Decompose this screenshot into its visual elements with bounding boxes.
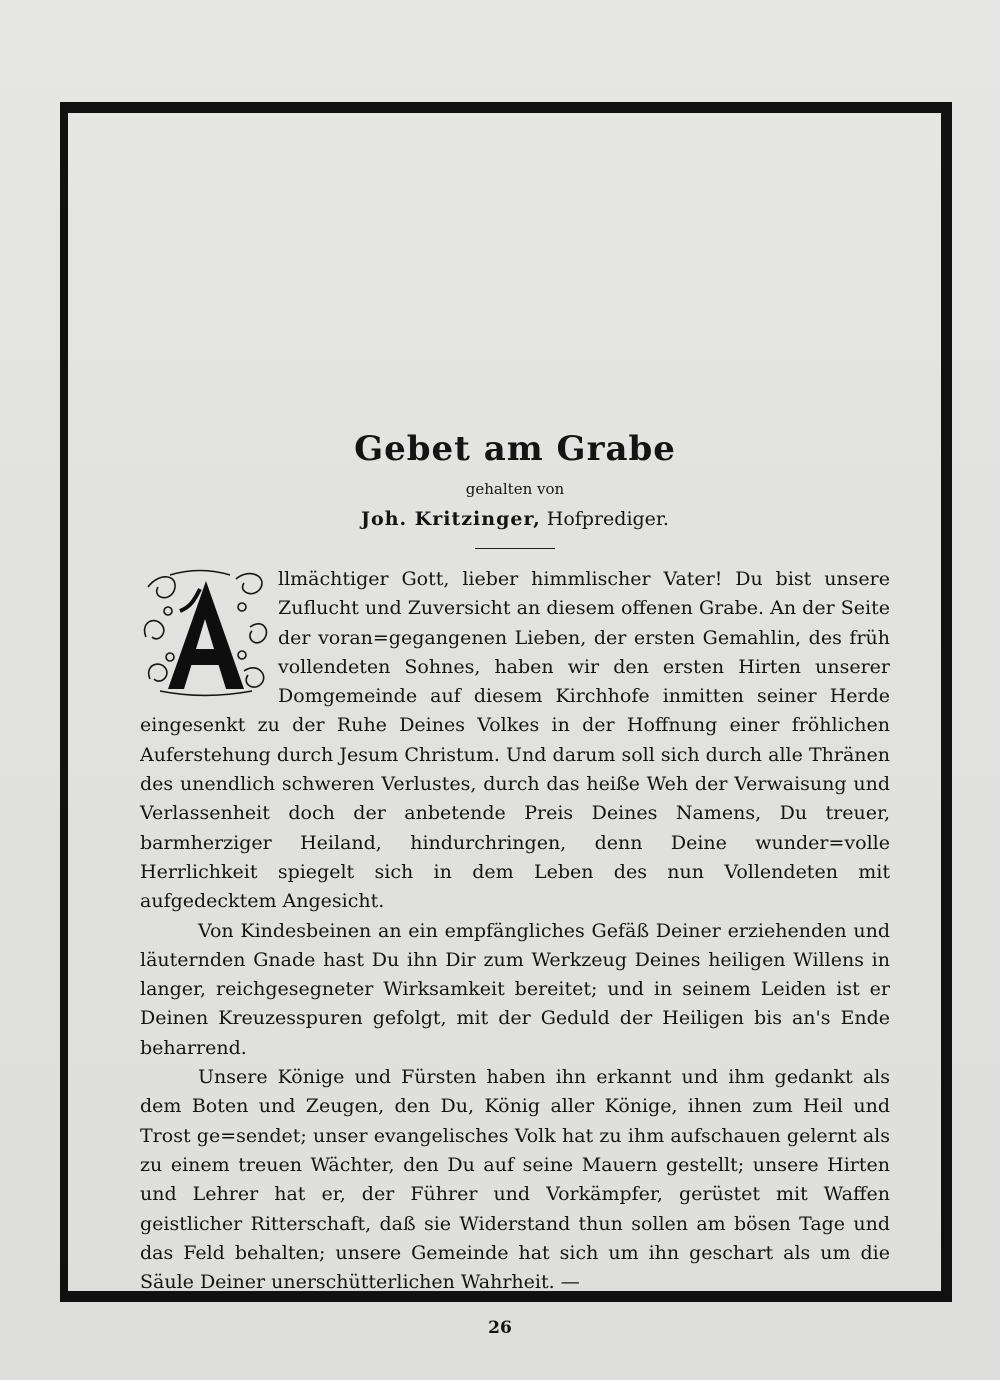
prayer-text — [140, 565, 890, 1297]
document-subtitle: gehalten von — [465, 480, 565, 498]
author-name: Joh. Kritzinger, — [361, 508, 541, 530]
paragraph-3: Unsere Könige und Fürsten haben ihn erkannt und ihm gedankt als dem Boten und Zeugen, den Du, König aller Könige, ihnen zum Heil und Trost ge=sendet; unser evangelisches Volk hat zu ihm aufschauen gelernt als zu einem treuen Wächter, den Du auf seine Mauern gestellt; unsere Hirten und Lehrer hat er, der Führer und Vorkämpfer, gerüstet mit Waffen geistlicher Ritterschaft, daß sie Widerstand thun sollen am bösen Tage und das Feld behalten; unsere Gemeinde hat sich um ihn geschart als um die Säule Deiner unerschütterlichen Wahrheit. — — [140, 1066, 890, 1294]
ornamental-initial-icon — [140, 567, 272, 699]
document-title: Gebet am Grabe — [354, 429, 676, 469]
page-number: 26 — [488, 1318, 512, 1338]
paragraph-2: Von Kindesbeinen an ein empfängliches Gefäß Deiner erziehenden und läuternden Gnade hast Du ihn Dir zum Werkzeug Deines heiligen Willens in langer, reichgesegneter Wirksamkeit bereitet; und in seinem Leiden ist er Deinen Kreuzesspuren gefolgt, mit der Geduld der Heiligen bis an's Ende beharrend. — [140, 919, 890, 1059]
paragraph-1-text: llmächtiger Gott, lieber himmlischer Vater! Du bist unsere Zuflucht und Zuversicht an diesem offenen Grabe. An der Seite der voran=gegangenen Lieben, der ersten Gemahlin, des früh vollendeten Sohnes, haben wir den ersten Hirten unserer Domgemeinde auf diesem Kirchhofe inmitten seiner Herde eingesenkt zu der Ruhe Deines Volkes in der Hoffnung einer fröhlichen Auferstehung durch Jesum Christum. Und darum soll sich durch alle Thränen des unendlich schweren Verlustes, durch das heiße Weh der Verwaisung und Verlassenheit doch der anbetende Preis Deines Namens, Du treuer, barmherziger Heiland, hindurchringen, denn Deine wunder=volle Herrlichkeit spiegelt sich in dem Leben des nun Vollendeten mit aufgedecktem Angesicht. — [140, 568, 890, 913]
byline — [140, 504, 890, 534]
paragraph-1 — [140, 565, 890, 917]
author-role: Hofprediger. — [546, 508, 669, 530]
document-content — [140, 420, 890, 1297]
title-divider — [475, 548, 555, 549]
